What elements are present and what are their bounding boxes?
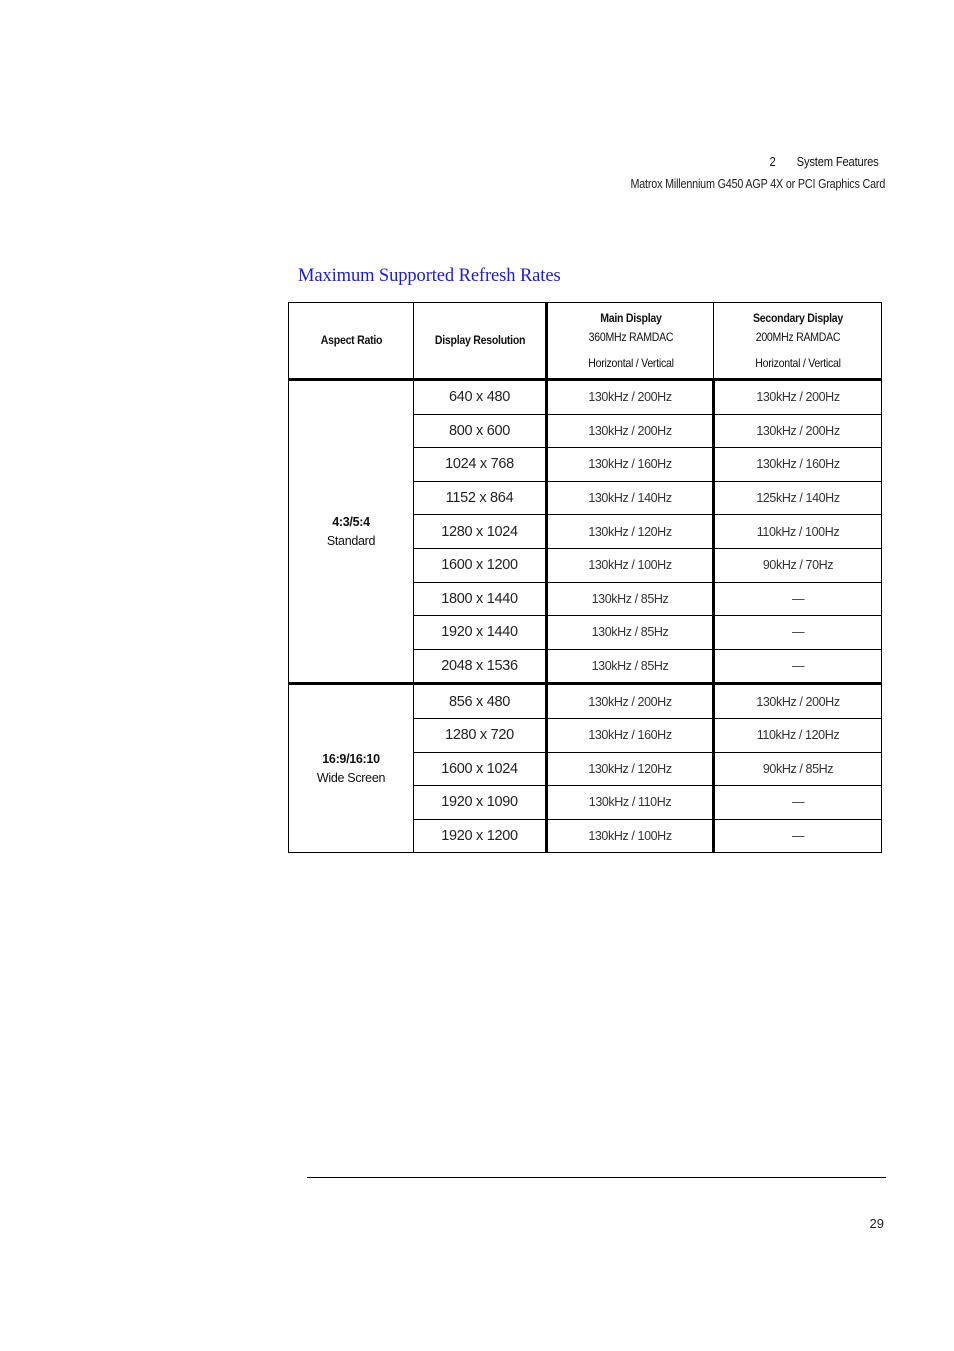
aspect-ratio-value: 4:3/5:4 xyxy=(332,514,370,529)
header-display-resolution: Display Resolution xyxy=(421,303,538,380)
aspect-ratio-label: Wide Screen xyxy=(316,770,386,785)
header-secondary-display-title: Secondary Display xyxy=(752,310,843,325)
secondary-rate-cell: — xyxy=(714,616,882,650)
refresh-rates-table xyxy=(288,302,882,853)
secondary-rate-cell: — xyxy=(714,582,882,616)
main-rate-cell: 130kHz / 110Hz xyxy=(547,786,714,820)
resolution-cell: 1280 x 1024 xyxy=(414,515,547,549)
resolution-cell: 1800 x 1440 xyxy=(414,582,547,616)
header-main-display xyxy=(557,303,704,380)
main-rate-cell: 130kHz / 200Hz xyxy=(547,414,714,448)
chapter-title: System Features xyxy=(796,154,879,169)
resolution-cell: 2048 x 1536 xyxy=(414,649,547,684)
resolution-cell: 856 x 480 xyxy=(414,684,547,719)
secondary-rate-cell: 130kHz / 160Hz xyxy=(714,448,882,482)
table-row xyxy=(289,684,882,719)
aspect-ratio-cell xyxy=(289,684,414,853)
secondary-rate-cell: 125kHz / 140Hz xyxy=(714,481,882,515)
resolution-cell: 1152 x 864 xyxy=(414,481,547,515)
running-head xyxy=(589,150,885,196)
main-rate-cell: 130kHz / 200Hz xyxy=(547,380,714,415)
main-rate-cell: 130kHz / 140Hz xyxy=(547,481,714,515)
aspect-ratio-value: 16:9/16:10 xyxy=(322,751,380,766)
main-rate-cell: 130kHz / 160Hz xyxy=(547,448,714,482)
aspect-ratio-label: Standard xyxy=(326,533,376,548)
header-main-display-title: Main Display xyxy=(599,310,662,325)
resolution-cell: 1920 x 1090 xyxy=(414,786,547,820)
table-header-row xyxy=(289,303,882,380)
resolution-cell: 640 x 480 xyxy=(414,380,547,415)
header-secondary-display-ramdac: 200MHz RAMDAC xyxy=(755,329,840,344)
section-title: Maximum Supported Refresh Rates xyxy=(298,266,561,286)
secondary-rate-cell: 130kHz / 200Hz xyxy=(714,684,882,719)
header-secondary-display xyxy=(724,303,872,380)
main-rate-cell: 130kHz / 120Hz xyxy=(547,752,714,786)
header-main-display-units: Horizontal / Vertical xyxy=(587,355,674,370)
secondary-rate-cell: 130kHz / 200Hz xyxy=(714,380,882,415)
document-subtitle xyxy=(589,173,885,196)
header-secondary-display-units: Horizontal / Vertical xyxy=(754,355,841,370)
secondary-rate-cell: — xyxy=(714,649,882,684)
resolution-cell: 1920 x 1440 xyxy=(414,616,547,650)
secondary-rate-cell: 110kHz / 120Hz xyxy=(714,718,882,752)
main-rate-cell: 130kHz / 85Hz xyxy=(547,616,714,650)
main-rate-cell: 130kHz / 120Hz xyxy=(547,515,714,549)
main-rate-cell: 130kHz / 85Hz xyxy=(547,582,714,616)
main-rate-cell: 130kHz / 200Hz xyxy=(547,684,714,719)
header-main-display-ramdac: 360MHz RAMDAC xyxy=(588,329,673,344)
main-rate-cell: 130kHz / 100Hz xyxy=(547,548,714,582)
main-rate-cell: 130kHz / 160Hz xyxy=(547,718,714,752)
secondary-rate-cell: 90kHz / 70Hz xyxy=(714,548,882,582)
page-number: 29 xyxy=(869,1216,884,1231)
resolution-cell: 1280 x 720 xyxy=(414,718,547,752)
main-rate-cell: 130kHz / 85Hz xyxy=(547,649,714,684)
secondary-rate-cell: 130kHz / 200Hz xyxy=(714,414,882,448)
table-body xyxy=(289,380,882,853)
main-rate-cell: 130kHz / 100Hz xyxy=(547,819,714,853)
footer-rule xyxy=(307,1177,886,1178)
secondary-rate-cell: — xyxy=(714,786,882,820)
resolution-cell: 1920 x 1200 xyxy=(414,819,547,853)
header-aspect-ratio: Aspect Ratio xyxy=(296,303,406,380)
table-row xyxy=(289,380,882,415)
chapter-line xyxy=(589,150,885,173)
chapter-number: 2 xyxy=(769,154,776,169)
resolution-cell: 800 x 600 xyxy=(414,414,547,448)
secondary-rate-cell: 90kHz / 85Hz xyxy=(714,752,882,786)
resolution-cell: 1600 x 1200 xyxy=(414,548,547,582)
resolution-cell: 1024 x 768 xyxy=(414,448,547,482)
document-subtitle-text: Matrox Millennium G450 AGP 4X or PCI Graphics Card xyxy=(630,177,885,191)
secondary-rate-cell: — xyxy=(714,819,882,853)
resolution-cell: 1600 x 1024 xyxy=(414,752,547,786)
aspect-ratio-cell xyxy=(289,380,414,684)
secondary-rate-cell: 110kHz / 100Hz xyxy=(714,515,882,549)
